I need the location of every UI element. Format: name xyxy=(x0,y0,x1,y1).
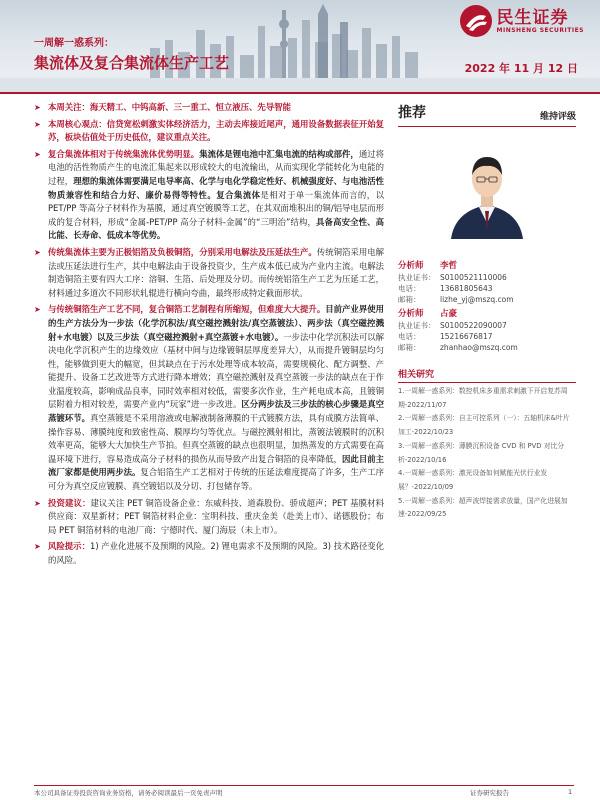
investment-advice-text: 投资建议：建议关注 PET 铜箔设备企业：东威科技、道森股份、骄成超声；PET 基膜材料供应商：双星新材；PET 铜箔材料企业：宝明科技、重庆金美（赴美上市）、诺德股份；布局 PET 铜箔材料的电池厂商：宁德时代、厦门海辰（未上市）。 xyxy=(48,497,385,535)
focus-bullet xyxy=(34,101,384,115)
footer-divider xyxy=(34,785,574,786)
footer-disclaimer: 本公司具备证券投资咨询业务资格，请务必阅读最后一页免责声明 xyxy=(34,789,223,797)
related-item[interactable]: 2.一周解一惑系列：自主可控系列（一）：五轴机床&叶片加工-2022/10/23 xyxy=(398,414,570,437)
paragraph-2 xyxy=(34,246,384,300)
analyst-cert: S0100522090007 xyxy=(440,321,507,330)
main-content xyxy=(34,98,384,568)
minsheng-logo-icon xyxy=(459,4,493,38)
footer-doc-type: 证券研究报告 xyxy=(470,789,509,797)
risk-warning xyxy=(34,540,384,567)
paragraph-3 xyxy=(34,303,384,493)
analyst-name: 李哲 xyxy=(440,261,458,271)
rating-row xyxy=(398,98,576,127)
related-item[interactable]: 5.一周解一惑系列：超声波焊接需求放量，国产化进展加速-2022/09/25 xyxy=(398,496,568,519)
logo-en-text: MINSHENG SECURITIES xyxy=(496,26,584,34)
analyst-role: 分析师 xyxy=(398,261,424,271)
report-date: 2022 年 11 月 12 日 xyxy=(464,62,578,75)
analyst-phone: 15216676817 xyxy=(440,332,493,341)
paragraph-1-text: 复合集流体相对于传统集流体优势明显。集流体是锂电池中汇集电流的结构或部件，通过将电池的活性物质产生的电流汇集起来以形成较大的电流输出，从而实现化学能转化为电能的过程，理想的集流体需要满足电导率高、化学与电化学稳定性好、机械强度好、与电池活性物质兼容性和结合力好、廉价易得等特性。复合集流体是相对于单一集流体而言的，以 PET/PP 等高分子材料作为基膜，通过真空镀膜等工艺，在其双面堆积出的铜/铝导电层而形成的复合材料，形成“金属-PET/PP 高分子材料-金属”的“三明治”结构，具备高安全性、高比能、长寿命、低成本等优势。 xyxy=(48,148,385,241)
recommend-label: 推荐 xyxy=(398,105,426,121)
analyst-cert: S0100521110006 xyxy=(440,273,507,282)
report-series: 一周解一惑系列： xyxy=(34,38,114,49)
view-text: 本周核心观点：信贷宽松刺激实体经济活力，主动去库接近尾声，通用设备数据表征开始复苏，板块估值处于历史低位，建议重点关注。 xyxy=(48,118,384,143)
related-research-list xyxy=(398,385,576,522)
related-item[interactable]: 4.一周解一惑系列：激光设备如何赋能光伏行业发展？-2022/10/09 xyxy=(398,469,548,491)
sidebar xyxy=(398,98,576,522)
rating-label: 维持评级 xyxy=(539,112,576,122)
related-item[interactable]: 1.一周解一惑系列：数控机床多重需求刺激下开启复苏周期-2022/11/07 xyxy=(398,387,568,409)
arrow-icon: ➤ xyxy=(34,119,41,129)
arrow-icon: ➤ xyxy=(34,103,41,112)
paragraph-1 xyxy=(34,148,384,243)
analyst-role: 分析师 xyxy=(398,309,424,319)
header-banner xyxy=(0,0,600,92)
paragraph-2-text: 传统集流体主要为正极铝箔及负极铜箔，分别采用电解法及压延法生产。传统铜箔采用电解法或压延法进行生产，其中电解法由于设备投资少，生产成本低已成为产业内主流。电解法制造铜箔主要有四大工序：溶铜、生箔、后处理及分切。而传统铝箔生产工艺为压延工艺，材料通过多道次不同形状轧辊进行横向夸曲，最终形成特定截面形状。 xyxy=(48,246,385,298)
investment-advice xyxy=(34,497,384,538)
arrow-icon: ➤ xyxy=(34,498,41,508)
report-title: 集流体及复合集流体生产工艺 xyxy=(34,54,230,72)
analyst-name: 占豪 xyxy=(440,309,458,319)
analyst-email[interactable]: zhanhao@mszq.com xyxy=(440,343,518,352)
arrow-icon: ➤ xyxy=(34,542,41,552)
page-number: 1 xyxy=(568,788,573,796)
related-research-heading: 相关研究 xyxy=(398,367,576,383)
analyst-phone: 13681805643 xyxy=(440,284,493,293)
focus-text: 本周关注：海天精工、中钨高新、三一重工、恒立液压、先导智能 xyxy=(48,102,291,112)
company-logo xyxy=(459,4,585,38)
risk-warning-text: 风险提示：1) 产业化进展不及预期的风险。2) 锂电需求不及预期的风险。3) 技术路径变化的风险。 xyxy=(48,541,385,565)
view-bullet xyxy=(34,118,384,145)
arrow-icon: ➤ xyxy=(34,149,41,159)
analyst-email[interactable]: lizhe_yj@mszq.com xyxy=(440,295,514,304)
arrow-icon: ➤ xyxy=(34,247,41,257)
paragraph-3-text: 与传统铜箔生产工艺不同，复合铜箔工艺制程有所缩短，但难度大大提升。目前产业界使用的生产方法分为一步法（化学沉积法/真空磁控溅射法/真空蒸镀法）、两步法（真空磁控溅射+水电镀）以及三步法（真空磁控溅射+真空蒸镀+水电镀）。一步法中化学沉积法可以解决电化学沉积产生的边缘效应（基材中间与边缘镀铜层厚度差异大），从而提升镀铜层均匀性，能够做到更大的幅宽，但其缺点在于污水处理等成本较高，需要规模化、配方调整、产能提升、设备工艺改进等方式进行降本增效；真空磁控溅射及真空蒸镀一步法的缺点在于作业温度较高，影响成品良率，同时效率相对较低，需要多次作业，生产耗电成本高，且镀铜层附着力相对较差，需要产业内“玩家”进一步改进。区分两步法及三步法的核心步骤是真空蒸镀环节。真空蒸镀是不采用溶液或电解液制备薄膜的干式镀膜方法，具有成膜方法简单、操作容易、薄膜纯度和致密性高、膜厚均匀等优点。与磁控溅射相比，蒸镀法镀膜时的沉积效率更高，能够大大加快生产节拍。但真空蒸镀的缺点也很明显，加热蒸发的方式需要在高温环境下进行，容易造成高分子材料的损伤从而导致产出复合铜箔的良率降低，因此目前主流厂家都是使用两步法。复合铝箔生产工艺相对于传统的压延法难度提高了许多，生产工序可分为真空反应镀膜、真空镀铝以及分切、打包储存等。 xyxy=(48,304,385,492)
arrow-icon: ➤ xyxy=(34,305,41,315)
related-item[interactable]: 3.一周解一惑系列：薄膜沉积设备 CVD 和 PVD 对比分析-2022/10/16 xyxy=(398,441,565,464)
header-divider xyxy=(0,92,600,94)
analyst-info: 分析师 李哲 执业证书： S0100521110006 电话： 13681805643 邮箱： lizhe_yj@mszq.com 分析师 占豪 执业证书： S0100522090007 电话： 15216676817 邮箱： zhanhao@mszq.com xyxy=(398,261,518,352)
logo-cn-text: 民生证券 xyxy=(496,7,569,28)
analyst-photo xyxy=(447,139,527,239)
